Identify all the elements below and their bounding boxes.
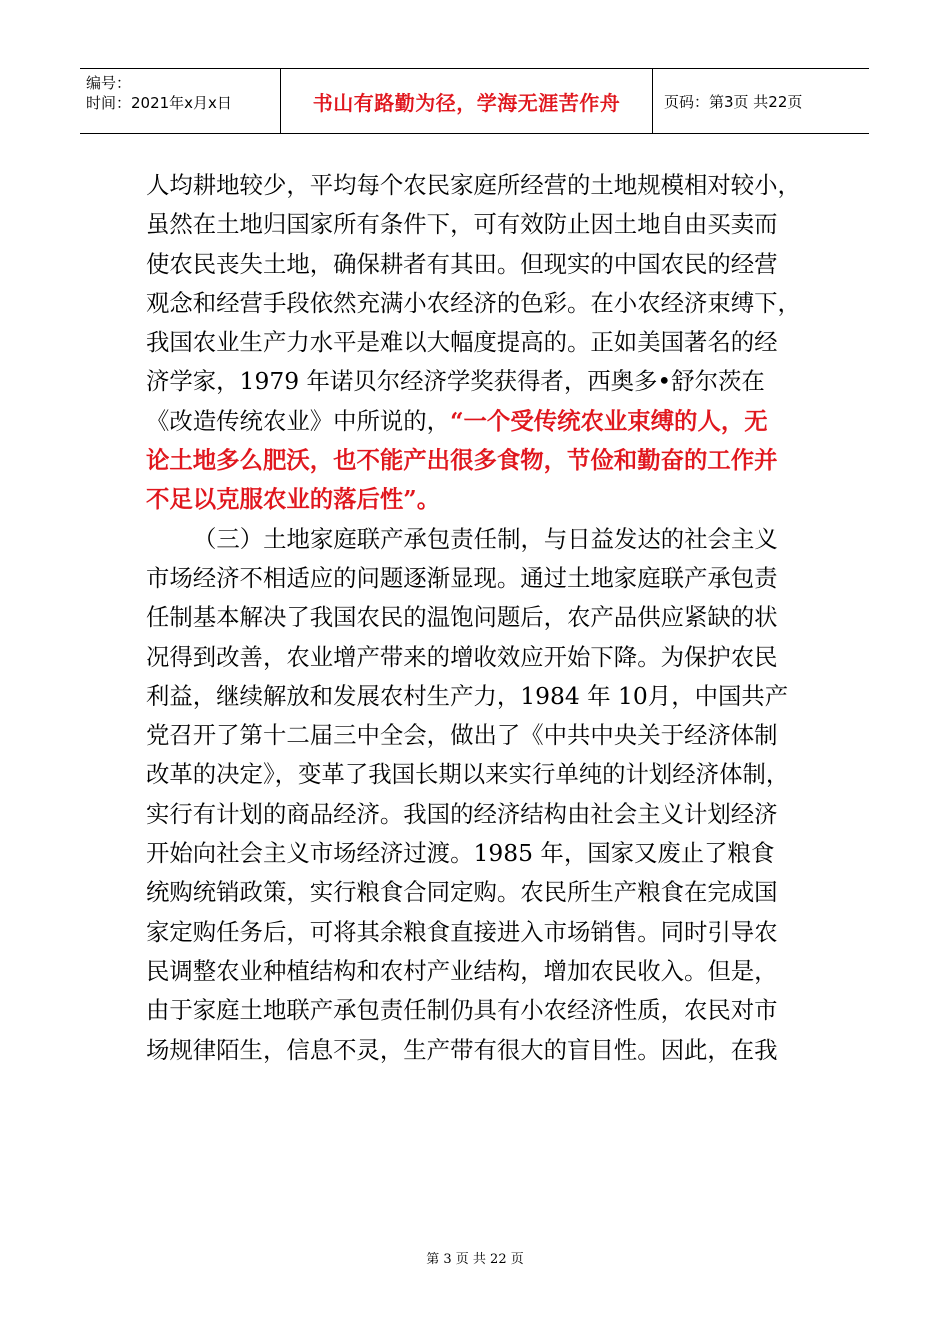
document-header: [80, 68, 869, 134]
text-line: 济学家，1979 年诺贝尔经济学奖获得者，西奥多•舒尔茨在: [146, 367, 765, 396]
text-line: 使农民丧失土地，确保耕者有其田。但现实的中国农民的经营: [146, 249, 778, 278]
text-line: 利益，继续解放和发展农村生产力，1984 年 10月，中国共产: [146, 681, 789, 710]
quote-intro-text: 《改造传统农业》中所说的，: [146, 406, 451, 435]
text-line: 由于家庭土地联产承包责任制仍具有小农经济性质，农民对市: [146, 996, 778, 1025]
time-label: 时间：2021年x月x日: [86, 94, 232, 112]
section-heading-line: （三）土地家庭联产承包责任制，与日益发达的社会主义: [193, 524, 778, 553]
header-motto: 书山有路勤为径，学海无涯苦作舟: [281, 69, 653, 133]
text-line: 统购统销政策，实行粮食合同定购。农民所生产粮食在完成国: [146, 878, 778, 907]
text-line: 开始向社会主义市场经济过渡。1985 年，国家又废止了粮食: [146, 839, 775, 868]
text-line: 民调整农业种植结构和农村产业结构，增加农民收入。但是，: [146, 956, 778, 985]
quote-line: 论土地多么肥沃，也不能产出很多食物，节俭和勤奋的工作并: [146, 446, 778, 475]
quote-start-text: “一个受传统农业束缚的人，无: [450, 406, 768, 435]
text-line: 观念和经营手段依然充满小农经济的色彩。在小农经济束缚下，: [146, 288, 801, 317]
text-line: 况得到改善，农业增产带来的增收效应开始下降。为保护农民: [146, 642, 778, 671]
text-line: 虽然在土地归国家所有条件下，可有效防止因土地自由买卖而: [146, 210, 778, 239]
number-label: 编号：: [86, 74, 132, 92]
text-line: 家定购任务后，可将其余粮食直接进入市场销售。同时引导农: [146, 917, 778, 946]
quote-line: 不足以克服农业的落后性”。: [146, 485, 441, 514]
text-line: 我国农业生产力水平是难以大幅度提高的。正如美国著名的经: [146, 328, 778, 357]
header-page-info: 页码：第3页 共22页: [664, 92, 803, 111]
header-meta-cell: [80, 69, 281, 133]
text-line: 实行有计划的商品经济。我国的经济结构由社会主义计划经济: [146, 799, 778, 828]
text-line: 任制基本解决了我国农民的温饱问题后，农产品供应紧缺的状: [146, 603, 778, 632]
text-line: 市场经济不相适应的问题逐渐显现。通过土地家庭联产承包责: [146, 563, 778, 592]
text-line: 场规律陌生，信息不灵，生产带有很大的盲目性。因此，在我: [146, 1035, 778, 1064]
text-line: 人均耕地较少，平均每个农民家庭所经营的土地规模相对较小，: [146, 171, 801, 199]
text-line: 党召开了第十二届三中全会，做出了《中共中央关于经济体制: [146, 721, 778, 750]
body-text: [146, 166, 806, 1070]
quote-intro-line: [146, 402, 806, 441]
page-footer: 第 3 页 共 22 页: [426, 1252, 524, 1267]
text-line: 改革的决定》，变革了我国长期以来实行单纯的计划经济体制，: [146, 760, 790, 789]
